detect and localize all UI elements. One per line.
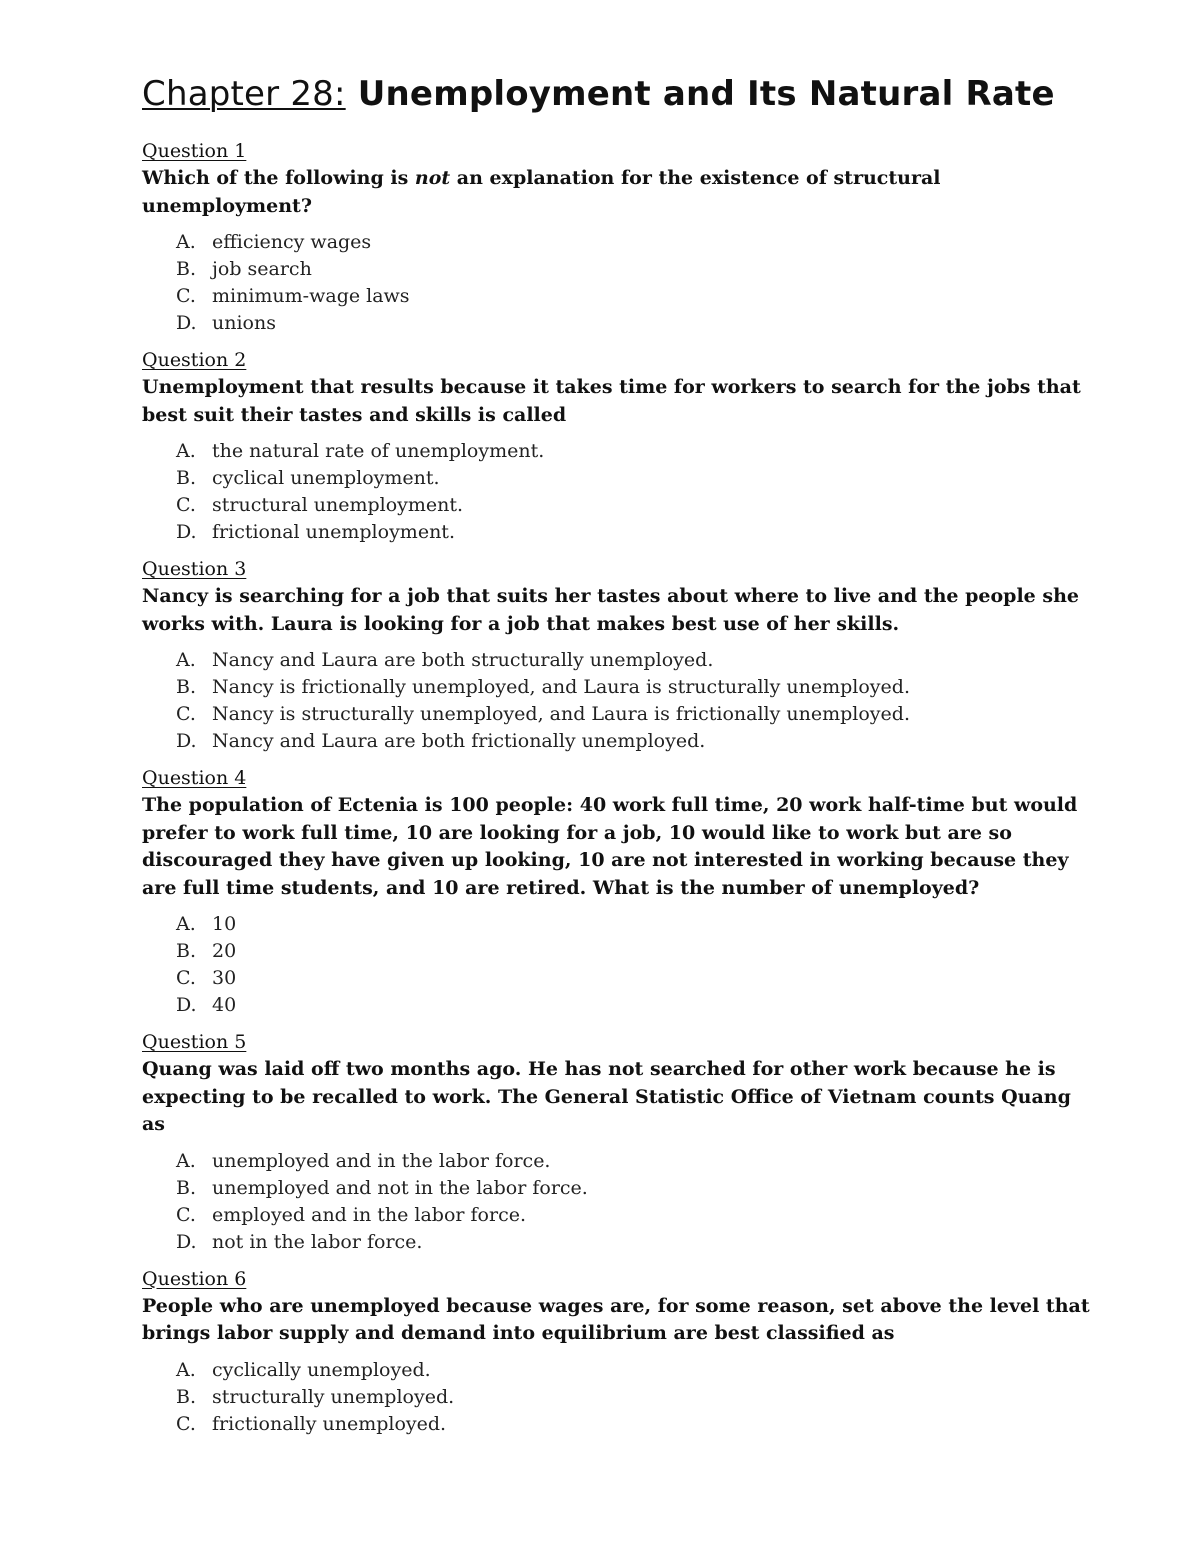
option-text: structural unemployment. [212,494,464,516]
option-letter: B. [176,258,197,280]
option-text: unemployed and in the labor force. [212,1149,551,1172]
page-title [142,72,1092,116]
option-text: unemployed and not in the labor force. [212,1176,588,1199]
option-letter: C. [176,285,196,307]
option-text: cyclical unemployment. [212,467,440,489]
question-text-emphasis: not [414,167,451,189]
question-label: Question 5 [142,1031,247,1053]
question-6 [142,1266,1092,1438]
option-letter: A. [176,649,196,671]
answer-options [142,438,1092,546]
option-text: unions [212,312,276,334]
question-label: Question 4 [142,767,247,789]
title-prefix: Chapter 28: [142,74,346,114]
option-text: 40 [212,994,237,1016]
answer-option-a [176,1357,1092,1384]
question-2 [142,347,1092,546]
option-letter: D. [176,994,197,1016]
option-text: 10 [212,913,237,935]
option-letter: C. [176,494,196,516]
option-letter: A. [176,231,196,253]
option-letter: A. [176,1358,196,1381]
answer-option-d [176,1229,1092,1256]
option-text: Nancy and Laura are both structurally unemployed. [212,649,714,671]
option-letter: C. [176,1203,196,1226]
option-text: 20 [212,940,237,962]
option-text: Nancy is frictionally unemployed, and Laura is structurally unemployed. [212,676,910,698]
question-5 [142,1029,1092,1256]
answer-option-d [176,310,1092,337]
option-text: 30 [212,967,237,989]
answer-options [142,911,1092,1019]
question-text: People who are unemployed because wages are, for some reason, set above the level that brings labor supply and demand into equilibrium are best classified as [142,1294,1090,1344]
option-letter: D. [176,730,197,752]
answer-options [142,229,1092,337]
answer-option-b [176,1175,1092,1202]
option-letter: C. [176,967,196,989]
answer-option-c [176,283,1092,310]
option-letter: D. [176,1230,197,1253]
answer-options [142,647,1092,755]
option-letter: A. [176,913,196,935]
question-text-part: Which of the following is [142,167,415,189]
option-text: Nancy is structurally unemployed, and Laura is frictionally unemployed. [212,703,910,725]
option-text: the natural rate of unemployment. [212,440,545,462]
option-text: job search [212,258,312,280]
option-text: not in the labor force. [212,1230,423,1253]
answer-options [142,1148,1092,1256]
answer-option-c [176,701,1092,728]
question-label: Question 3 [142,558,247,580]
answer-option-a [176,229,1092,256]
question-text-part: an explanation for the existence of structural unemployment? [142,167,941,217]
question-1 [142,138,1092,337]
answer-option-b [176,465,1092,492]
option-text: frictional unemployment. [212,521,455,543]
option-letter: D. [176,312,197,334]
answer-option-b [176,938,1092,965]
option-text: employed and in the labor force. [212,1203,527,1226]
option-text: cyclically unemployed. [212,1358,431,1381]
answer-option-d [176,992,1092,1019]
answer-option-d [176,728,1092,755]
option-letter: C. [176,1412,196,1435]
option-letter: D. [176,521,197,543]
option-letter: B. [176,1176,197,1199]
question-4 [142,765,1092,1019]
answer-option-b [176,256,1092,283]
option-letter: B. [176,676,197,698]
answer-option-c [176,1202,1092,1229]
option-text: frictionally unemployed. [212,1412,447,1435]
answer-option-a [176,911,1092,938]
option-text: structurally unemployed. [212,1385,455,1408]
option-letter: C. [176,703,196,725]
question-text: Nancy is searching for a job that suits her tastes about where to live and the people she works with. Laura is looking for a job that makes best use of her skills. [142,585,1079,635]
title-main: Unemployment and Its Natural Rate [357,74,1055,114]
answer-option-b [176,674,1092,701]
answer-option-d [176,519,1092,546]
question-label: Question 1 [142,140,247,162]
option-letter: B. [176,940,197,962]
option-text: efficiency wages [212,231,372,253]
question-label: Question 6 [142,1267,247,1290]
answer-option-a [176,647,1092,674]
question-text: Unemployment that results because it takes time for workers to search for the jobs that best suit their tastes and skills is called [142,376,1081,426]
question-text: The population of Ectenia is 100 people: 40 work full time, 20 work half-time but would prefer to work full time, 10 are looking for a job, 10 would like to work but are so discouraged they have given up looking, 10 are not interested in working because they are full time students, and 10 are retired. What is the number of unemployed? [142,794,1078,899]
answer-option-a [176,438,1092,465]
answer-option-a [176,1148,1092,1175]
question-label: Question 2 [142,349,247,371]
option-letter: B. [176,467,197,489]
answer-option-b [176,1384,1092,1411]
question-text: Quang was laid off two months ago. He has not searched for other work because he is expecting to be recalled to work. The General Statistic Office of Vietnam counts Quang as [142,1058,1071,1135]
option-letter: B. [176,1385,197,1408]
answer-options [142,1357,1092,1438]
option-text: Nancy and Laura are both frictionally unemployed. [212,730,706,752]
answer-option-c [176,492,1092,519]
question-3 [142,556,1092,755]
question-text [142,165,1092,220]
option-text: minimum-wage laws [212,285,410,307]
option-letter: A. [176,1149,196,1172]
option-letter: A. [176,440,196,462]
document-page [142,72,1092,1448]
answer-option-c [176,1411,1092,1438]
answer-option-c [176,965,1092,992]
